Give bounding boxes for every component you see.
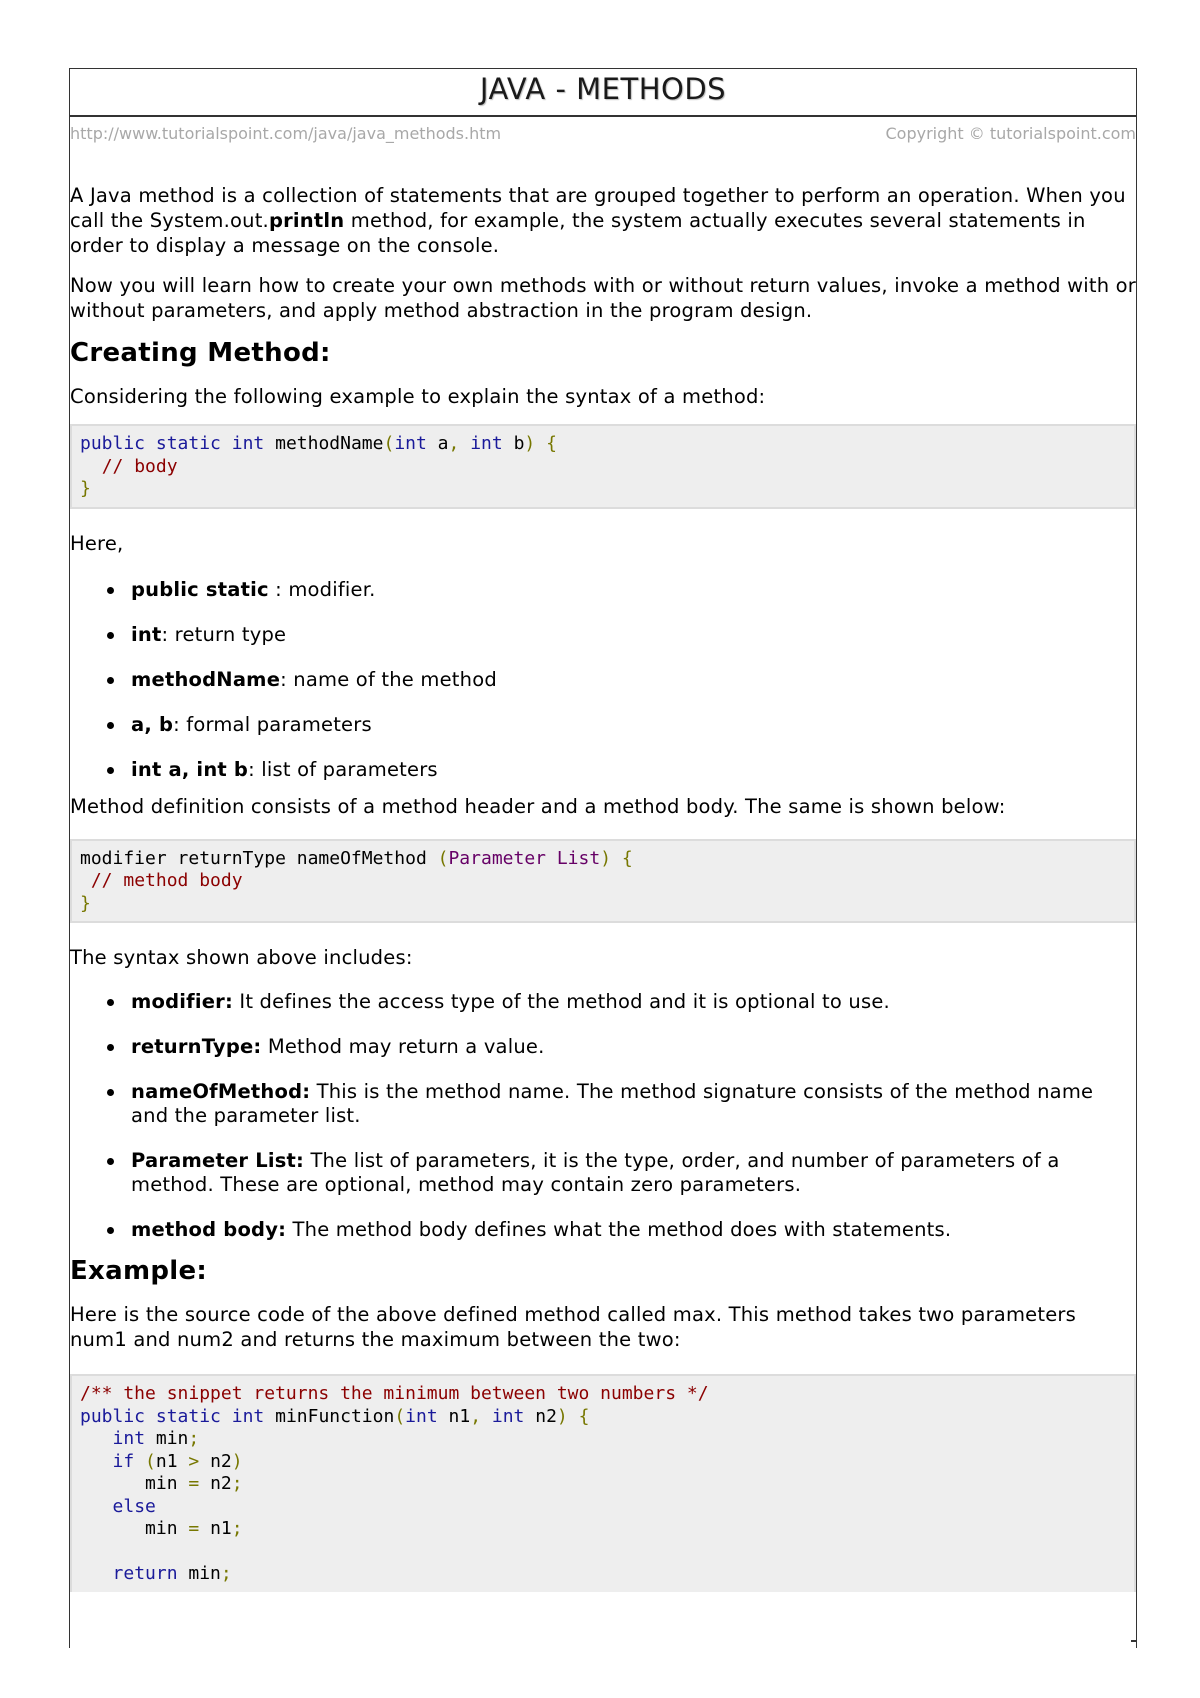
list-item: methodName: name of the method: [131, 668, 1136, 692]
list-item: modifier: It defines the access type of the method and it is optional to use.: [131, 990, 1136, 1014]
list-item: returnType: Method may return a value.: [131, 1035, 1136, 1059]
println-bold: println: [268, 209, 345, 232]
page-bottom-edge: [1131, 1640, 1137, 1642]
syntax-parts-list: [70, 990, 1136, 1242]
code-block-example: /** the snippet returns the minimum between two numbers */ public static int minFunction(int n1, int n2) { int min; if (n1 > n2) min = n2; else min = n1; return min;: [70, 1374, 1136, 1592]
example-lead: Here is the source code of the above defined method called max. This method takes two parameters num1 and num2 and returns the maximum between the two:: [70, 1303, 1076, 1351]
title-bar: [70, 69, 1136, 117]
creating-method-lead: Considering the following example to explain the syntax of a method:: [70, 385, 766, 408]
copyright-notice: Copyright © tutorialspoint.com: [885, 124, 1136, 143]
intro-paragraph-1: A Java method is a collection of statements that are grouped together to perform an operation. When you call the System.out.println method, for example, the system actually executes several statements in order to display a message on the console.: [70, 184, 1126, 257]
list-item: int: return type: [131, 623, 1136, 647]
meta-row: [70, 117, 1136, 151]
list-item: public static : modifier.: [131, 578, 1136, 602]
page-title: JAVA - METHODS: [479, 72, 727, 106]
list-item: Parameter List: The list of parameters, it is the type, order, and number of parameters of a method. These are optional, method may contain zero parameters.: [131, 1149, 1136, 1197]
here-label: Here,: [70, 531, 124, 555]
definition-paragraph: Method definition consists of a method header and a method body. The same is shown below:: [70, 794, 1006, 818]
list-item: nameOfMethod: This is the method name. The method signature consists of the method name and the parameter list.: [131, 1080, 1136, 1128]
syntax-lead: The syntax shown above includes:: [70, 946, 413, 969]
document-page: [69, 68, 1137, 1648]
creating-method-heading: Creating Method:: [70, 338, 331, 368]
code-block-method-definition: modifier returnType nameOfMethod (Parameter List) { // method body }: [70, 839, 1136, 924]
article-content: [70, 183, 1136, 1592]
intro-paragraph-2: Now you will learn how to create your own methods with or without return values, invoke a method with or without parameters, and apply method abstraction in the program design.: [70, 274, 1137, 322]
list-item: a, b: formal parameters: [131, 713, 1136, 737]
source-url[interactable]: http://www.tutorialspoint.com/java/java_methods.htm: [70, 124, 502, 143]
list-item: int a, int b: list of parameters: [131, 758, 1136, 782]
code-block-method-syntax: public static int methodName(int a, int b) { // body }: [70, 424, 1136, 509]
method-parts-list: [70, 578, 1136, 782]
example-heading: Example:: [70, 1256, 208, 1286]
list-item: method body: The method body defines what the method does with statements.: [131, 1218, 1136, 1242]
